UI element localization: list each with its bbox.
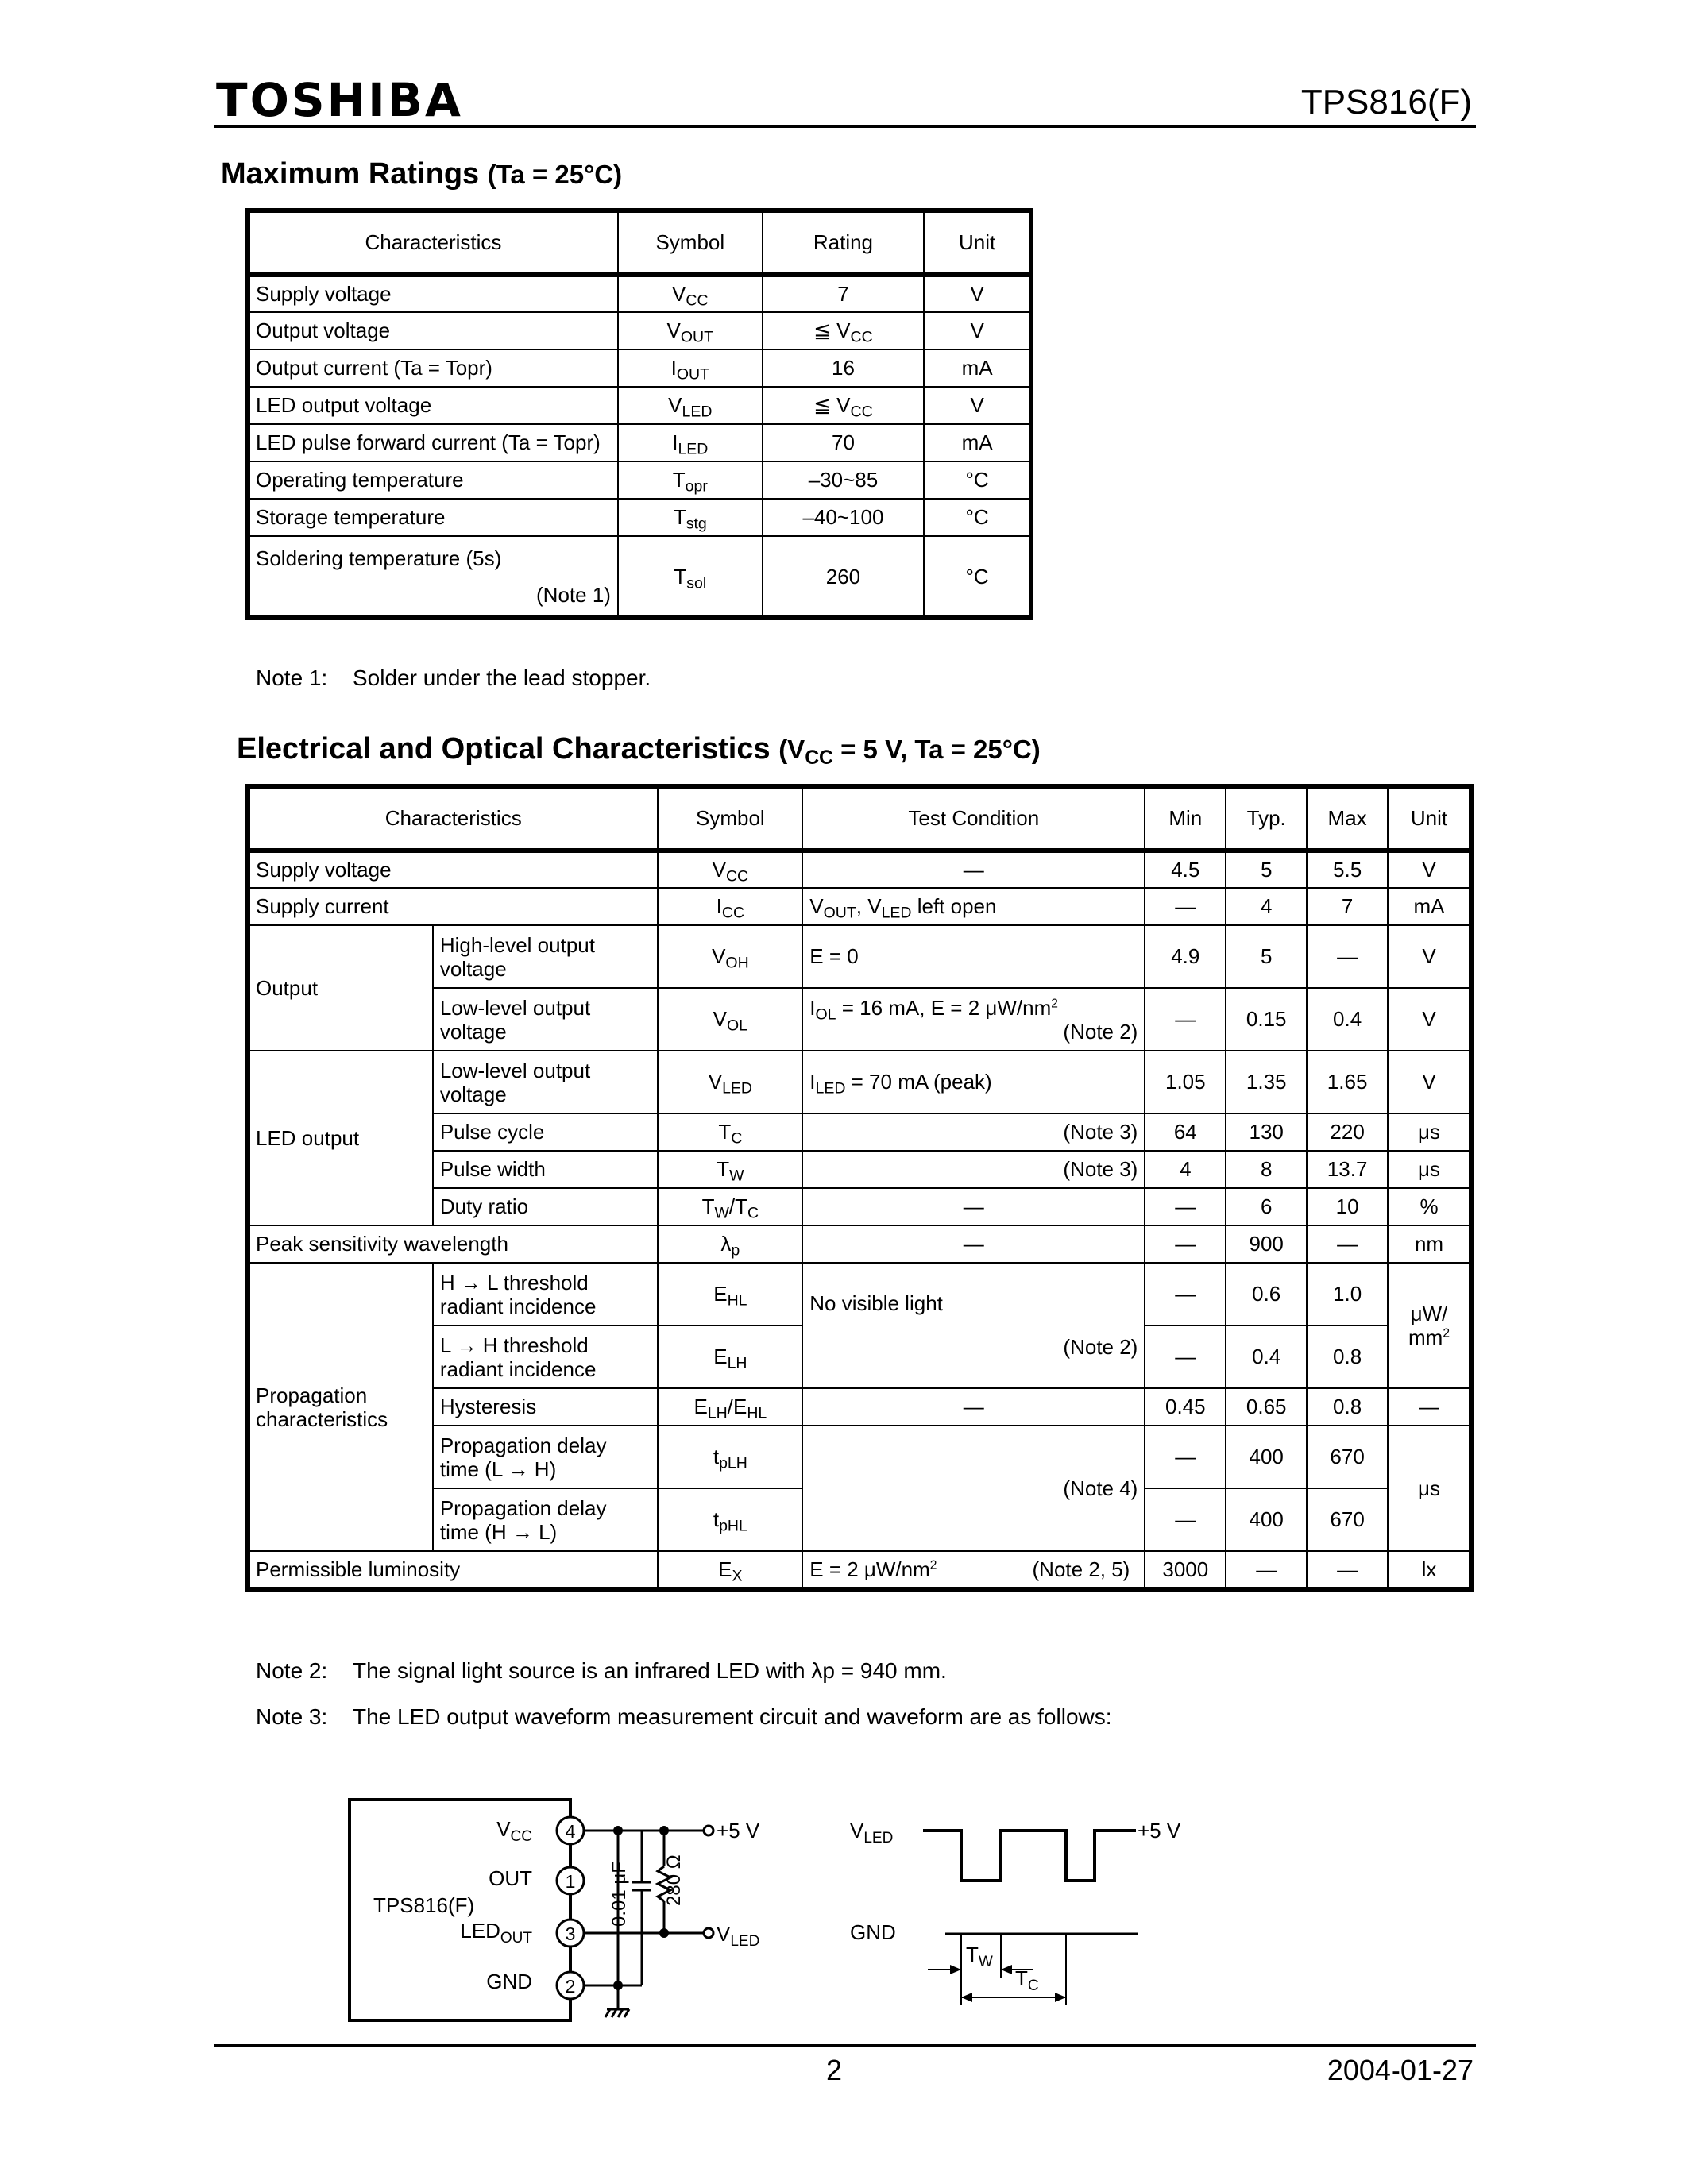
cell-symbol: $V_{OL}$ xyxy=(658,988,802,1051)
cell-typ: 130 xyxy=(1226,1113,1307,1151)
waveform-plus5-label: +5 V xyxy=(1138,1819,1181,1843)
cell-typ: 1.35 xyxy=(1226,1051,1307,1113)
table-row xyxy=(249,536,1030,617)
cell-char: Supply voltage xyxy=(249,851,658,888)
cell-unit: V xyxy=(1388,988,1470,1051)
table-row xyxy=(249,1051,1470,1113)
col-header: Characteristics xyxy=(249,787,658,851)
document-date: 2004-01-27 xyxy=(1327,2054,1474,2086)
cell-unit: V xyxy=(1388,851,1470,888)
cell-char: LED pulse forward current (Ta = Topr) xyxy=(249,424,618,461)
cell-symbol: $E_{LH}$ xyxy=(658,1325,802,1388)
cell-min: 1.05 xyxy=(1145,1051,1226,1113)
col-header: Unit xyxy=(1388,787,1470,851)
cell-char: LED output voltage xyxy=(249,387,618,424)
group-led-output: LED output xyxy=(249,1051,433,1225)
cell-symbol: $T_C$ xyxy=(658,1113,802,1151)
table-row xyxy=(249,349,1030,387)
cell-max: 1.65 xyxy=(1307,1051,1388,1113)
terminal-vled xyxy=(704,1928,713,1938)
header-rule xyxy=(214,125,1476,128)
tw-label: $T_W$ xyxy=(966,1943,993,1970)
cell-condition: (Note 3) xyxy=(802,1113,1145,1151)
cell-symbol: $V_{OUT}$ xyxy=(618,312,763,349)
cell-unit: lx xyxy=(1388,1551,1470,1588)
cell-unit: V xyxy=(924,312,1030,349)
table-header-row xyxy=(249,211,1030,275)
cell-symbol: $V_{CC}$ xyxy=(658,851,802,888)
cell-symbol: $I_{CC}$ xyxy=(658,888,802,925)
cell-unit: °C xyxy=(924,536,1030,617)
cell-max: 5.5 xyxy=(1307,851,1388,888)
cell-max: 670 xyxy=(1307,1426,1388,1488)
cell-condition: — xyxy=(802,851,1145,888)
cell-symbol: $t_{pHL}$ xyxy=(658,1488,802,1551)
dimension-arrows xyxy=(950,1965,1066,2002)
cell-max: 220 xyxy=(1307,1113,1388,1151)
vled-label: $V_{LED}$ xyxy=(717,1922,760,1950)
cell-min: 64 xyxy=(1145,1113,1226,1151)
cell-rating: 7 xyxy=(763,275,925,312)
col-header: Min xyxy=(1145,787,1226,851)
table-row xyxy=(249,1225,1470,1263)
cell-rating: ≦ $V_{CC}$ xyxy=(763,312,925,349)
pin-label-out: OUT xyxy=(489,1866,532,1890)
cell-char: Operating temperature xyxy=(249,461,618,499)
cell-char: Duty ratio xyxy=(433,1188,659,1225)
group-propagation: Propagation characteristics xyxy=(249,1263,433,1551)
cell-condition: (Note 4) xyxy=(802,1426,1145,1551)
cell-condition: $V_{OUT}$, $V_{LED}$ left open xyxy=(802,888,1145,925)
cell-max: 0.8 xyxy=(1307,1388,1388,1426)
cell-min: 4 xyxy=(1145,1151,1226,1188)
cell-unit: μW/ $mm^2$ xyxy=(1388,1263,1470,1388)
svg-text:4: 4 xyxy=(565,1821,576,1842)
col-header: Max xyxy=(1307,787,1388,851)
cell-char: Low-level output voltage xyxy=(433,1051,659,1113)
cell-rating: ≦ $V_{CC}$ xyxy=(763,387,925,424)
max-ratings-title: Maximum Ratings (Ta = 25°C) xyxy=(221,157,623,191)
cell-char: High-level output voltage xyxy=(433,925,659,988)
col-header: Typ. xyxy=(1226,787,1307,851)
cell-max: 0.4 xyxy=(1307,988,1388,1051)
cell-typ: — xyxy=(1226,1551,1307,1588)
cell-max: 13.7 xyxy=(1307,1151,1388,1188)
cell-symbol: $t_{pLH}$ xyxy=(658,1426,802,1488)
cell-char: Propagation delay time (H → L) xyxy=(433,1488,659,1551)
max-ratings-table xyxy=(248,210,1031,618)
svg-text:1: 1 xyxy=(565,1871,576,1892)
cell-typ: 0.65 xyxy=(1226,1388,1307,1426)
cell-symbol: $T_{opr}$ xyxy=(618,461,763,499)
cell-unit: mA xyxy=(924,424,1030,461)
pin-1 xyxy=(557,1867,584,1894)
cell-min: — xyxy=(1145,1188,1226,1225)
tc-label: $T_C$ xyxy=(1015,1966,1039,1994)
cell-min: — xyxy=(1145,988,1226,1051)
cell-typ: 8 xyxy=(1226,1151,1307,1188)
cell-min: — xyxy=(1145,1263,1226,1325)
cell-unit: °C xyxy=(924,499,1030,536)
waveform-gnd-label: GND xyxy=(850,1920,896,1944)
group-output: Output xyxy=(249,925,433,1051)
cell-condition: $I_{LED} = 70$ mA (peak) xyxy=(802,1051,1145,1113)
cell-char: Supply current xyxy=(249,888,658,925)
led-waveform xyxy=(834,1771,1215,2009)
note-3: Note 3: The LED output waveform measurement circuit and waveform are as follows: xyxy=(256,1704,1112,1729)
cell-min: — xyxy=(1145,1488,1226,1551)
cell-symbol: $T_{sol}$ xyxy=(618,536,763,617)
cell-typ: 0.4 xyxy=(1226,1325,1307,1388)
table-row xyxy=(249,312,1030,349)
cell-typ: 4 xyxy=(1226,888,1307,925)
cell-symbol: $E_{LH}/E_{HL}$ xyxy=(658,1388,802,1426)
capacitor-label: 0.01 μF xyxy=(608,1862,630,1927)
col-header: Characteristics xyxy=(249,211,618,275)
table-row xyxy=(249,1263,1470,1325)
cell-max: 10 xyxy=(1307,1188,1388,1225)
cell-char: Low-level output voltage xyxy=(433,988,659,1051)
cell-max: 670 xyxy=(1307,1488,1388,1551)
cell-typ: 400 xyxy=(1226,1426,1307,1488)
cell-max: — xyxy=(1307,1225,1388,1263)
table-row xyxy=(249,851,1470,888)
cell-char: Output voltage xyxy=(249,312,618,349)
cell-symbol: $V_{LED}$ xyxy=(618,387,763,424)
cell-unit: nm xyxy=(1388,1225,1470,1263)
cell-min: — xyxy=(1145,1426,1226,1488)
cell-condition: — xyxy=(802,1388,1145,1426)
table-row xyxy=(249,925,1470,988)
pin-4 xyxy=(557,1817,584,1844)
cell-min: — xyxy=(1145,1325,1226,1388)
svg-text:2: 2 xyxy=(565,1976,576,1997)
pin-2 xyxy=(557,1972,584,1999)
cell-char: Pulse width xyxy=(433,1151,659,1188)
cell-unit: °C xyxy=(924,461,1030,499)
cell-min: 0.45 xyxy=(1145,1388,1226,1426)
cell-rating: 70 xyxy=(763,424,925,461)
cell-unit: mA xyxy=(924,349,1030,387)
cell-char: L → H threshold radiant incidence xyxy=(433,1325,659,1388)
cell-min: — xyxy=(1145,888,1226,925)
footer-rule xyxy=(214,2044,1476,2047)
cell-char: H → L threshold radiant incidence xyxy=(433,1263,659,1325)
cell-typ: 0.6 xyxy=(1226,1263,1307,1325)
cell-typ: 6 xyxy=(1226,1188,1307,1225)
cell-rating: –40~100 xyxy=(763,499,925,536)
cell-rating: 260 xyxy=(763,536,925,617)
cell-typ: 400 xyxy=(1226,1488,1307,1551)
col-header: Unit xyxy=(924,211,1030,275)
cell-min: 3000 xyxy=(1145,1551,1226,1588)
pin-3 xyxy=(557,1920,584,1947)
cell-symbol: $T_W$ xyxy=(658,1151,802,1188)
table-row xyxy=(249,1551,1470,1588)
pin-label-gnd: GND xyxy=(486,1970,532,1993)
cell-symbol: $T_W/T_C$ xyxy=(658,1188,802,1225)
cell-typ: 900 xyxy=(1226,1225,1307,1263)
cell-max: 1.0 xyxy=(1307,1263,1388,1325)
col-header: Symbol xyxy=(618,211,763,275)
cell-condition: — xyxy=(802,1188,1145,1225)
pulse-trace xyxy=(923,1831,1136,1881)
cell-condition: E = 2 $\mu W/nm^2$ (Note 2, 5) xyxy=(802,1551,1145,1588)
pin-label-vcc: $V_{CC}$ xyxy=(496,1817,532,1845)
col-header: Symbol xyxy=(658,787,802,851)
cell-min: 4.9 xyxy=(1145,925,1226,988)
cell-unit: μs xyxy=(1388,1426,1470,1551)
table-row xyxy=(249,888,1470,925)
col-header: Test Condition xyxy=(802,787,1145,851)
cell-rating: 16 xyxy=(763,349,925,387)
measurement-circuit xyxy=(318,1771,810,2041)
note-2: Note 2: The signal light source is an infrared LED with λp = 940 mm. xyxy=(256,1658,947,1683)
cell-symbol: $V_{LED}$ xyxy=(658,1051,802,1113)
cell-condition: (Note 3) xyxy=(802,1151,1145,1188)
wiring xyxy=(584,1831,704,2017)
cell-unit: V xyxy=(1388,1051,1470,1113)
table-row xyxy=(249,387,1030,424)
cell-typ: 0.15 xyxy=(1226,988,1307,1051)
col-header: Rating xyxy=(763,211,925,275)
cell-symbol: $E_{HL}$ xyxy=(658,1263,802,1325)
pin-label-led: $LED_{OUT}$ xyxy=(460,1919,532,1947)
device-label: TPS816(F) xyxy=(373,1893,475,1917)
table-row xyxy=(249,499,1030,536)
part-number: TPS816(F) xyxy=(1300,83,1472,122)
cell-char: Output current (Ta = Topr) xyxy=(249,349,618,387)
cell-char: Permissible luminosity xyxy=(249,1551,658,1588)
terminal-plus5 xyxy=(704,1826,713,1835)
table-row xyxy=(249,424,1030,461)
cell-char: Storage temperature xyxy=(249,499,618,536)
cell-typ: 5 xyxy=(1226,851,1307,888)
svg-text:3: 3 xyxy=(565,1924,576,1944)
note-1: Note 1: Solder under the lead stopper. xyxy=(256,666,651,690)
cell-symbol: $\lambda_p$ xyxy=(658,1225,802,1263)
cell-condition: — xyxy=(802,1225,1145,1263)
cell-max: 7 xyxy=(1307,888,1388,925)
brand-logo: TOSHIBA xyxy=(216,73,463,127)
cell-char: Hysteresis xyxy=(433,1388,659,1426)
cell-symbol: $I_{OUT}$ xyxy=(618,349,763,387)
cell-symbol: $E_X$ xyxy=(658,1551,802,1588)
cell-max: 0.8 xyxy=(1307,1325,1388,1388)
cell-symbol: $T_{stg}$ xyxy=(618,499,763,536)
table-row xyxy=(249,275,1030,312)
waveform-vled-label: $V_{LED}$ xyxy=(850,1819,894,1846)
cell-symbol: $I_{LED}$ xyxy=(618,424,763,461)
cell-max: — xyxy=(1307,1551,1388,1588)
cell-char: Soldering temperature (5s) (Note 1) xyxy=(249,536,618,617)
dimension-lines xyxy=(928,1934,1066,2005)
cell-min: 4.5 xyxy=(1145,851,1226,888)
cell-unit: V xyxy=(924,387,1030,424)
cell-char: Propagation delay time (L → H) xyxy=(433,1426,659,1488)
cell-min: — xyxy=(1145,1225,1226,1263)
cell-typ: 5 xyxy=(1226,925,1307,988)
cell-char: Supply voltage xyxy=(249,275,618,312)
page-number: 2 xyxy=(826,2054,843,2086)
cell-symbol: $V_{OH}$ xyxy=(658,925,802,988)
eo-title: Electrical and Optical Characteristics ($V_{CC} = 5$ V, Ta = 25°C) xyxy=(237,732,1041,769)
cell-unit: μs xyxy=(1388,1151,1470,1188)
cell-condition: E = 0 xyxy=(802,925,1145,988)
cell-unit: V xyxy=(924,275,1030,312)
cell-unit: — xyxy=(1388,1388,1470,1426)
cell-unit: % xyxy=(1388,1188,1470,1225)
cell-char: Pulse cycle xyxy=(433,1113,659,1151)
table-header-row xyxy=(249,787,1470,851)
cell-condition: $I_{OL} = 16$ mA, E = 2 $\mu W/nm^2$ (Note 2) xyxy=(802,988,1145,1051)
cell-char: Peak sensitivity wavelength xyxy=(249,1225,658,1263)
supply-label: +5 V xyxy=(717,1819,760,1843)
cell-unit: mA xyxy=(1388,888,1470,925)
eo-table xyxy=(248,786,1471,1589)
cell-condition: No visible light (Note 2) xyxy=(802,1263,1145,1388)
cell-unit: μs xyxy=(1388,1113,1470,1151)
cell-rating: –30~85 xyxy=(763,461,925,499)
table-row xyxy=(249,461,1030,499)
resistor-label: 280 Ω xyxy=(663,1854,685,1906)
cell-max: — xyxy=(1307,925,1388,988)
cell-symbol: $V_{CC}$ xyxy=(618,275,763,312)
cell-unit: V xyxy=(1388,925,1470,988)
